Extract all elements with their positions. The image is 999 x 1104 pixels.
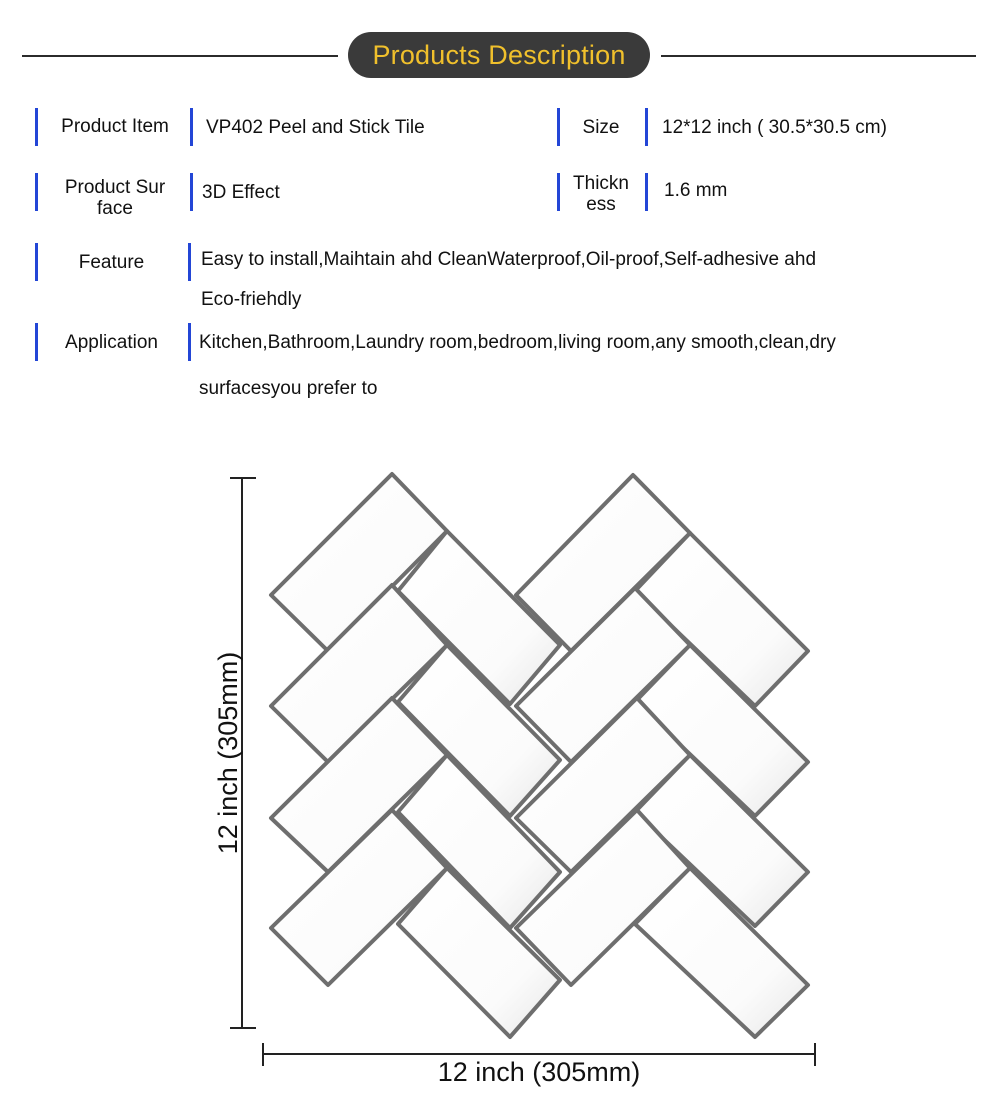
application-value-line2: surfacesyou prefer to <box>199 378 378 399</box>
size-value: 12*12 inch ( 30.5*30.5 cm) <box>662 117 887 138</box>
feature-value-line2: Eco-friehdly <box>201 289 302 310</box>
application-value-line1: Kitchen,Bathroom,Laundry room,bedroom,living room,any smooth,clean,dry <box>199 332 836 353</box>
feature-value-line1: Easy to install,Maihtain ahd CleanWaterproof,Oil-proof,Self-adhesive ahd <box>201 249 817 270</box>
thickness-label-line1: Thickn <box>573 173 629 194</box>
height-dimension-label: 12 inch (305mm) <box>213 651 243 855</box>
application-label: Application <box>65 332 158 353</box>
product-surface-label-line2: face <box>97 198 133 219</box>
herringbone-tiles <box>271 474 808 1037</box>
page-title: Products Description <box>372 39 626 70</box>
size-label: Size <box>582 117 620 138</box>
width-dimension-label: 12 inch (305mm) <box>437 1057 641 1087</box>
feature-label: Feature <box>78 252 145 273</box>
product-item-value: VP402 Peel and Stick Tile <box>206 117 425 138</box>
product-item-label: Product Item <box>61 116 169 137</box>
thickness-label-line2: ess <box>586 194 616 215</box>
thickness-value: 1.6 mm <box>664 180 728 201</box>
product-surface-value: 3D Effect <box>202 182 280 203</box>
product-surface-label-line1: Product Sur <box>64 177 166 198</box>
